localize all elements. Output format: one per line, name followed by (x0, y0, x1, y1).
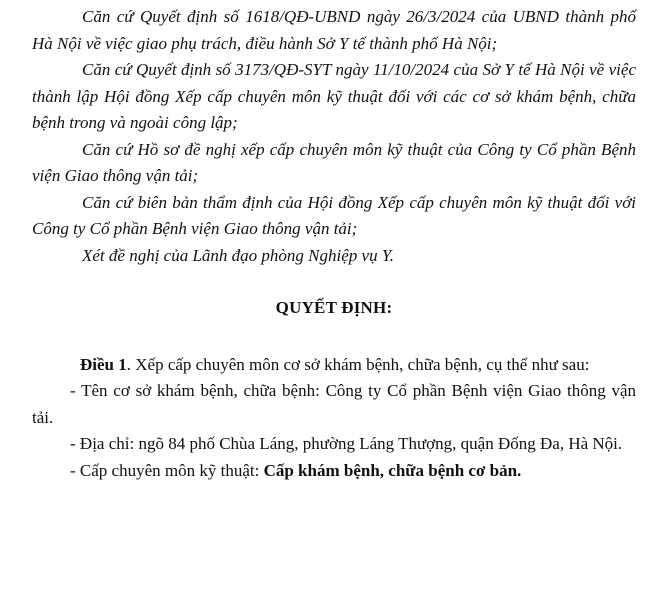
technical-level-value: Cấp khám bệnh, chữa bệnh cơ bản. (263, 460, 522, 480)
basis-paragraph-3: Căn cứ Hồ sơ đề nghị xếp cấp chuyên môn kỹ thuật của Công ty Cổ phần Bệnh viện Giao thông vận tải; (32, 139, 636, 185)
facility-name-item: - Tên cơ sở khám bệnh, chữa bệnh: Công ty Cổ phần Bệnh viện Giao thông vận tải. (32, 381, 636, 427)
spacer (32, 269, 636, 295)
article-1-paragraph (32, 352, 636, 379)
spacer (32, 322, 636, 352)
document-page (32, 4, 636, 484)
basis-paragraph-1: Căn cứ Quyết định số 1618/QĐ-UBND ngày 26/3/2024 của UBND thành phố Hà Nội về việc giao phụ trách, điều hành Sở Y tế thành phố Hà Nội; (32, 7, 636, 53)
decision-heading: QUYẾT ĐỊNH: (275, 298, 393, 317)
consideration-paragraph: Xét đề nghị của Lãnh đạo phòng Nghiệp vụ Y. (82, 245, 394, 265)
basis-paragraph-2: Căn cứ Quyết định số 3173/QĐ-SYT ngày 11/10/2024 của Sở Y tế Hà Nội về việc thành lập Hội đồng Xếp cấp chuyên môn kỹ thuật đối với các cơ sở khám bệnh, chữa bệnh trong và ngoài công lập; (32, 60, 636, 132)
article-1-label: Điều 1 (80, 354, 127, 374)
basis-paragraph-4: Căn cứ biên bản thẩm định của Hội đồng Xếp cấp chuyên môn kỹ thuật đối với Công ty Cổ phần Bệnh viện Giao thông vận tải; (32, 192, 636, 238)
article-1-text: . Xếp cấp chuyên môn cơ sở khám bệnh, chữa bệnh, cụ thể như sau: (126, 354, 590, 374)
technical-level-item (32, 458, 636, 485)
technical-level-prefix: - Cấp chuyên môn kỹ thuật: (70, 460, 264, 480)
facility-address-item: - Địa chỉ: ngõ 84 phố Chùa Láng, phường Láng Thượng, quận Đống Đa, Hà Nội. (70, 434, 623, 453)
